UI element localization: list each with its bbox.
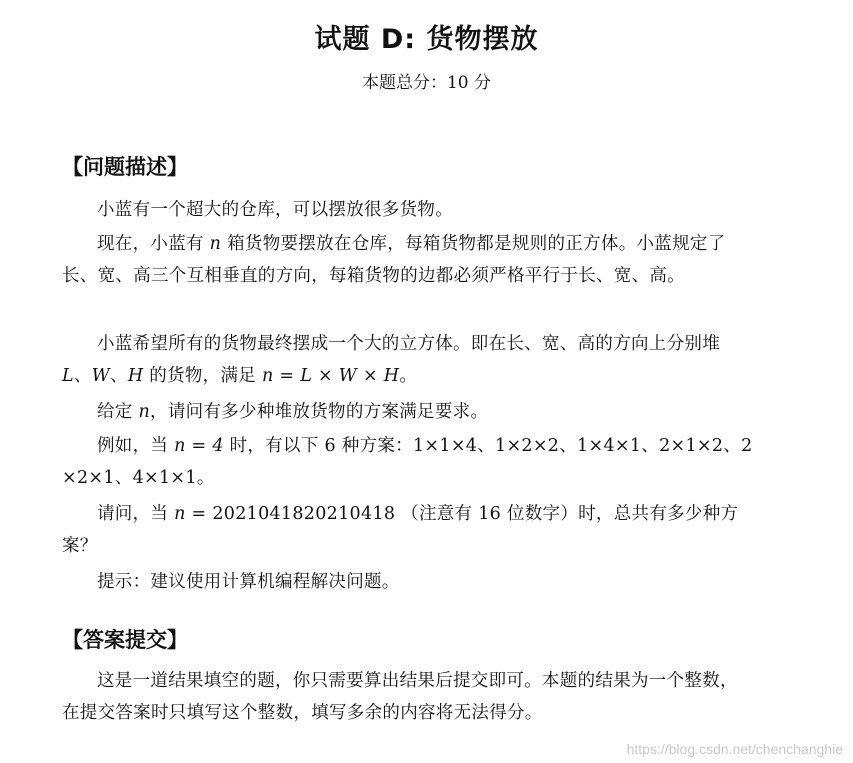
p3-sep-2: 、: [110, 366, 128, 386]
problem-paragraph-3: [62, 328, 754, 392]
p4-text-b: ，请问有多少种堆放货物的方案满足要求。: [150, 402, 489, 422]
p5-text-a: 例如，当: [97, 436, 175, 456]
problem-paragraph-1-text: 小蓝有一个超大的仓库，可以摆放很多货物。: [97, 200, 453, 220]
p5-text-b: 时，有以下 6 种方案：1×1×4、1×2×2、1×4×1、2×1×2、2×2×1、4×1×1。: [62, 436, 753, 488]
answer-heading: 【答案提交】: [62, 628, 188, 652]
score-label: 本题总分：10 分: [361, 73, 492, 93]
problem-paragraph-5: [62, 430, 754, 494]
page-title: 试题 D: 货物摆放: [314, 24, 539, 55]
answer-paragraph-1: [62, 665, 754, 729]
problem-paragraph-7: [62, 566, 754, 598]
p2-text-b: 箱货物要摆放在仓库，每箱货物都是规则的正方体。小蓝规定了长、宽、高三个互相垂直的方向，每箱货物的边都必须严格平行于长、宽、高。: [62, 234, 726, 286]
p6-formula: n =: [174, 504, 213, 524]
p5-formula: n = 4: [174, 436, 224, 456]
p2-text-a: 现在，小蓝有: [97, 234, 210, 254]
p3-text-b: 的货物，满足: [143, 366, 262, 386]
problem-paragraph-1: [62, 194, 754, 226]
p3-text-a: 小蓝希望所有的货物最终摆成一个大的立方体。即在长、宽、高的方向上分别堆: [97, 334, 720, 354]
p3-math-w: W: [91, 366, 111, 386]
p4-text-a: 给定: [97, 402, 139, 422]
problem-paragraph-7-text: 提示：建议使用计算机编程解决问题。: [97, 572, 400, 592]
problem-paragraph-6: [62, 498, 754, 562]
p4-math-n: n: [138, 402, 151, 422]
p6-text-a: 请问，当: [97, 504, 175, 524]
problem-paragraph-2: [62, 228, 754, 292]
p3-formula: n = L × W × H: [261, 366, 400, 386]
p3-math-l: L: [62, 366, 74, 386]
p3-text-c: 。: [399, 366, 418, 386]
p3-math-h: H: [127, 366, 144, 386]
problem-heading: 【问题描述】: [62, 155, 188, 179]
answer-paragraph-1-text: 这是一道结果填空的题，你只需要算出结果后提交即可。本题的结果为一个整数，在提交答案时只填写这个整数，填写多余的内容将无法得分。: [62, 671, 738, 723]
p6-value: 2021041820210418: [212, 504, 396, 524]
problem-paragraph-4: [62, 396, 754, 428]
p2-math-n: n: [209, 234, 222, 254]
p6-text-b: （注意有 16 位数字）时，总共有多少种方案？: [62, 504, 739, 556]
watermark-url: https://blog.csdn.net/chenchanghie: [626, 741, 843, 757]
p3-sep-1: 、: [73, 366, 92, 386]
